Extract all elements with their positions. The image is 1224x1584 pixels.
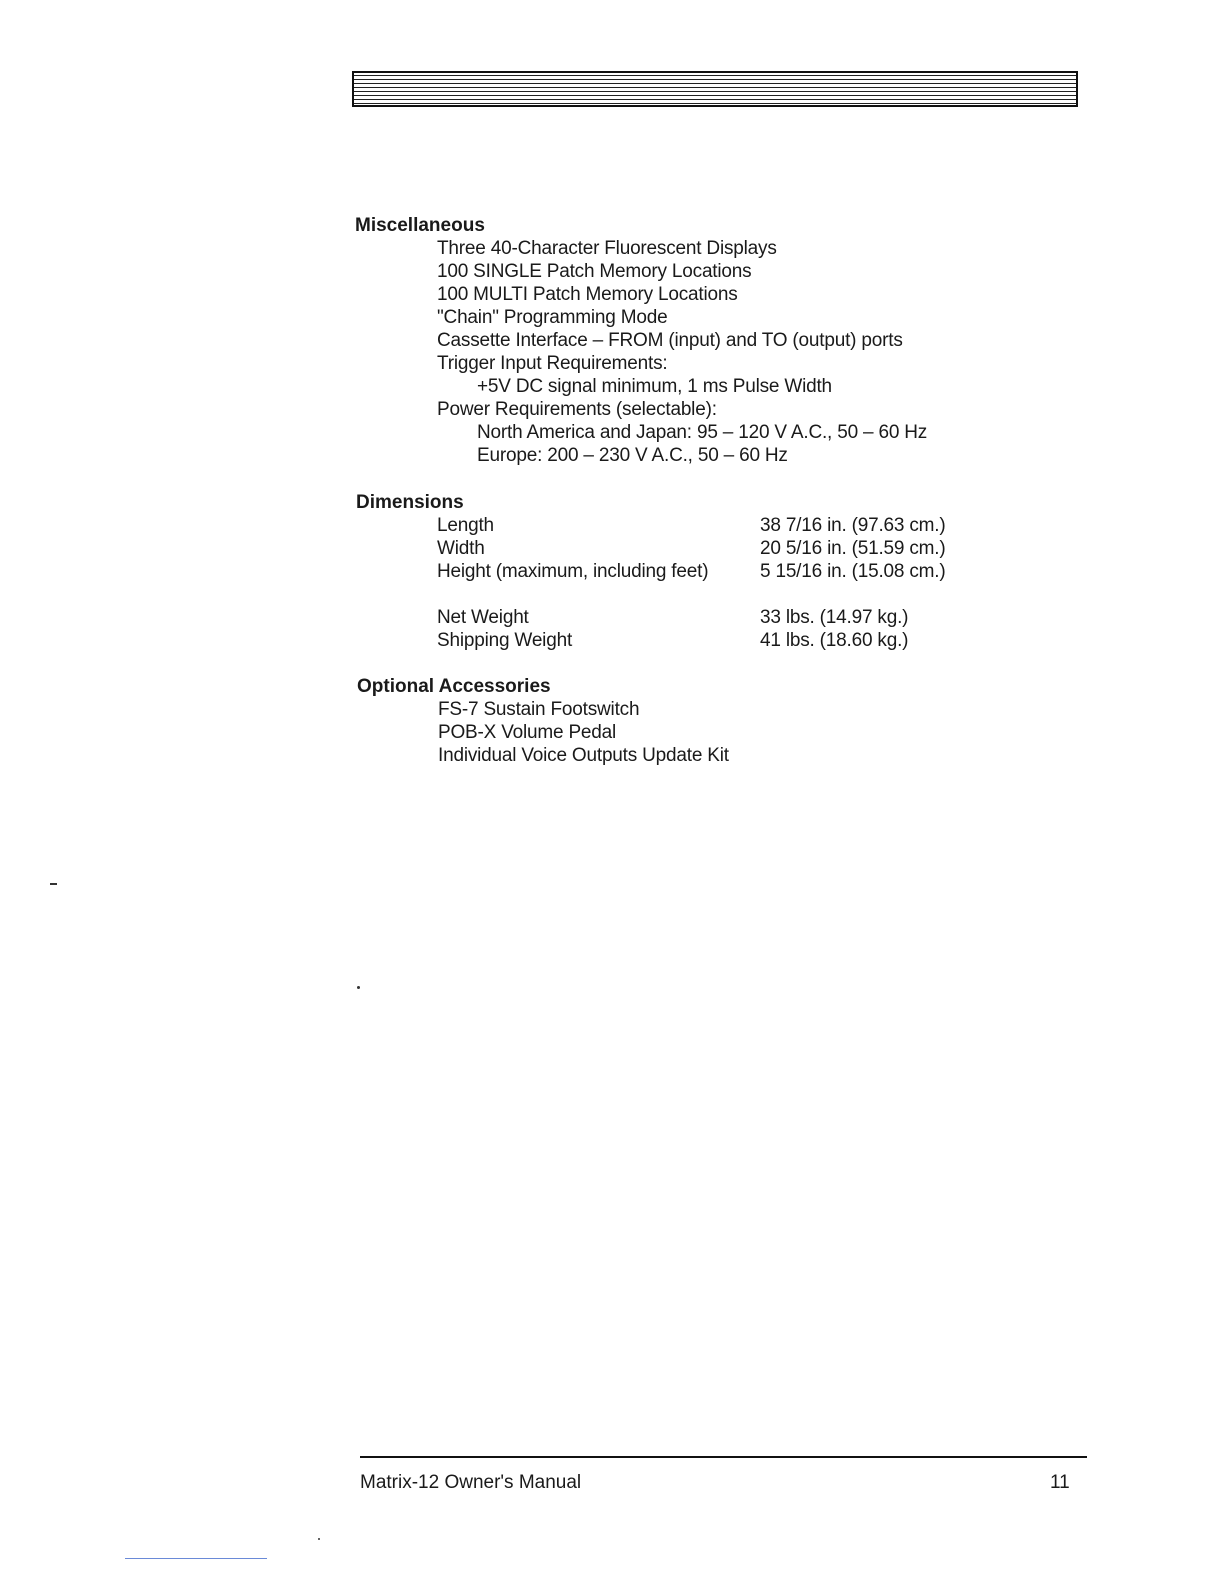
weight-label: Shipping Weight: [437, 630, 573, 651]
accessory-item: POB-X Volume Pedal: [438, 722, 617, 743]
footer-rule: [360, 1456, 1087, 1458]
accessory-item: Individual Voice Outputs Update Kit: [438, 745, 729, 766]
page-number: 11: [1050, 1472, 1070, 1493]
dimension-value: 20 5/16 in. (51.59 cm.): [760, 538, 946, 559]
blue-rule: [125, 1558, 267, 1559]
misc-subitem: +5V DC signal minimum, 1 ms Pulse Width: [477, 376, 832, 397]
misc-subitem: Europe: 200 – 230 V A.C., 50 – 60 Hz: [477, 445, 788, 466]
accessories-heading: Optional Accessories: [357, 676, 551, 697]
accessory-item: FS-7 Sustain Footswitch: [438, 699, 640, 720]
footer-title: Matrix-12 Owner's Manual: [360, 1472, 582, 1493]
misc-item: 100 SINGLE Patch Memory Locations: [437, 261, 752, 282]
dimensions-heading: Dimensions: [356, 492, 464, 513]
misc-item: Power Requirements (selectable):: [437, 399, 717, 420]
dimension-label: Height (maximum, including feet): [437, 561, 709, 582]
misc-item: Cassette Interface – FROM (input) and TO (output) ports: [437, 330, 903, 351]
scan-speck: [50, 883, 57, 885]
header-band: [352, 71, 1078, 107]
dimension-label: Width: [437, 538, 485, 559]
dimension-value: 5 15/16 in. (15.08 cm.): [760, 561, 946, 582]
misc-heading: Miscellaneous: [355, 215, 485, 236]
misc-item: Trigger Input Requirements:: [437, 353, 668, 374]
weight-value: 33 lbs. (14.97 kg.): [760, 607, 909, 628]
misc-item: 100 MULTI Patch Memory Locations: [437, 284, 738, 305]
scan-speck: [357, 986, 360, 989]
scan-speck: [318, 1538, 320, 1540]
weight-value: 41 lbs. (18.60 kg.): [760, 630, 909, 651]
misc-subitem: North America and Japan: 95 – 120 V A.C., 50 – 60 Hz: [477, 422, 928, 443]
weight-label: Net Weight: [437, 607, 529, 628]
dimension-value: 38 7/16 in. (97.63 cm.): [760, 515, 946, 536]
misc-item: Three 40-Character Fluorescent Displays: [437, 238, 777, 259]
misc-item: "Chain" Programming Mode: [437, 307, 668, 328]
dimension-label: Length: [437, 515, 494, 536]
